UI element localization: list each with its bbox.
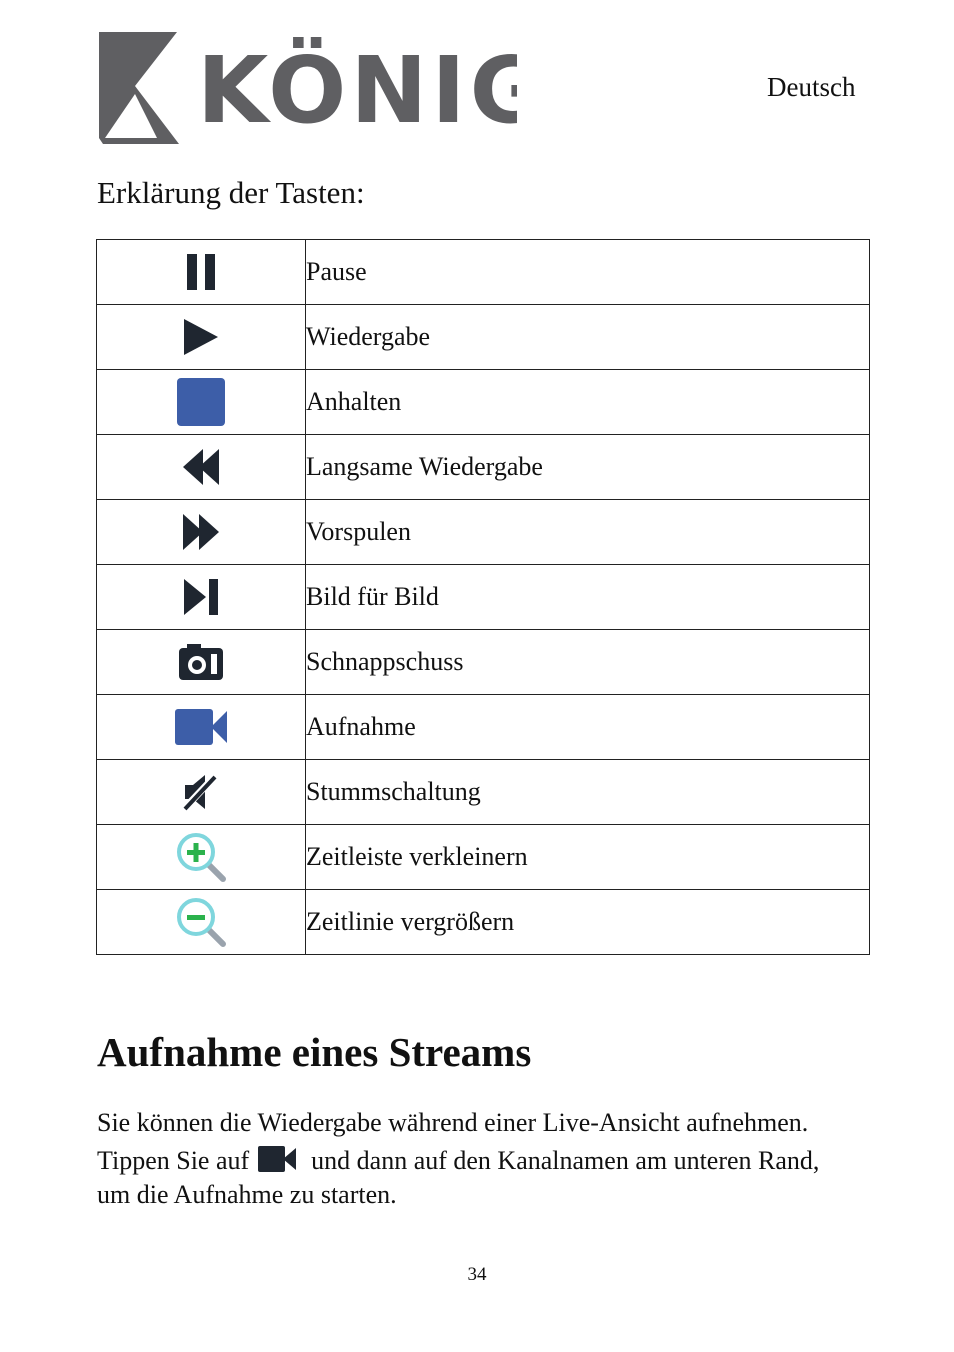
- play-icon: [182, 317, 220, 357]
- button-label: Zeitlinie vergrößern: [306, 890, 870, 955]
- table-row: [97, 305, 870, 370]
- table-row: [97, 695, 870, 760]
- svg-text:KÖNIG: KÖNIG: [197, 37, 517, 144]
- camera-icon: [177, 642, 225, 682]
- table-row: [97, 890, 870, 955]
- fast-forward-icon: [181, 512, 221, 552]
- table-row: [97, 240, 870, 305]
- konig-logo-graphic: [97, 32, 517, 144]
- pause-icon: [184, 252, 218, 292]
- button-label: Langsame Wiedergabe: [306, 435, 870, 500]
- zoom-out-icon: [175, 896, 227, 948]
- button-label: Wiedergabe: [306, 305, 870, 370]
- button-label: Anhalten: [306, 370, 870, 435]
- button-label: Pause: [306, 240, 870, 305]
- paragraph-line-3: um die Aufnahme zu starten.: [97, 1180, 397, 1209]
- video-camera-icon: [173, 707, 229, 747]
- section-title: Erklärung der Tasten:: [97, 175, 365, 210]
- language-label: Deutsch: [767, 72, 856, 102]
- button-legend-table: [96, 239, 870, 955]
- stream-paragraph: [97, 1105, 887, 1213]
- button-label: Aufnahme: [306, 695, 870, 760]
- button-label: Stummschaltung: [306, 760, 870, 825]
- table-row: [97, 760, 870, 825]
- button-label: Bild für Bild: [306, 565, 870, 630]
- frame-step-icon: [182, 577, 220, 617]
- paragraph-line-1: Sie können die Wiedergabe während einer Live-Ansicht aufnehmen.: [97, 1108, 809, 1137]
- table-row: [97, 825, 870, 890]
- mute-icon: [181, 772, 221, 812]
- zoom-in-icon: [175, 831, 227, 883]
- stop-icon: [175, 376, 227, 428]
- page-number: 34: [467, 1264, 487, 1285]
- button-label: Schnappschuss: [306, 630, 870, 695]
- table-row: [97, 370, 870, 435]
- paragraph-line-2: Tippen Sie auf und dann auf den Kanalnamen am unteren Rand,: [97, 1143, 887, 1183]
- table-row: [97, 565, 870, 630]
- button-label: Zeitleiste verkleinern: [306, 825, 870, 890]
- button-label: Vorspulen: [306, 500, 870, 565]
- konig-logo: [97, 32, 517, 144]
- stream-heading: Aufnahme eines Streams: [97, 1029, 532, 1075]
- rewind-icon: [181, 447, 221, 487]
- table-row: [97, 500, 870, 565]
- table-row: [97, 435, 870, 500]
- table-row: [97, 630, 870, 695]
